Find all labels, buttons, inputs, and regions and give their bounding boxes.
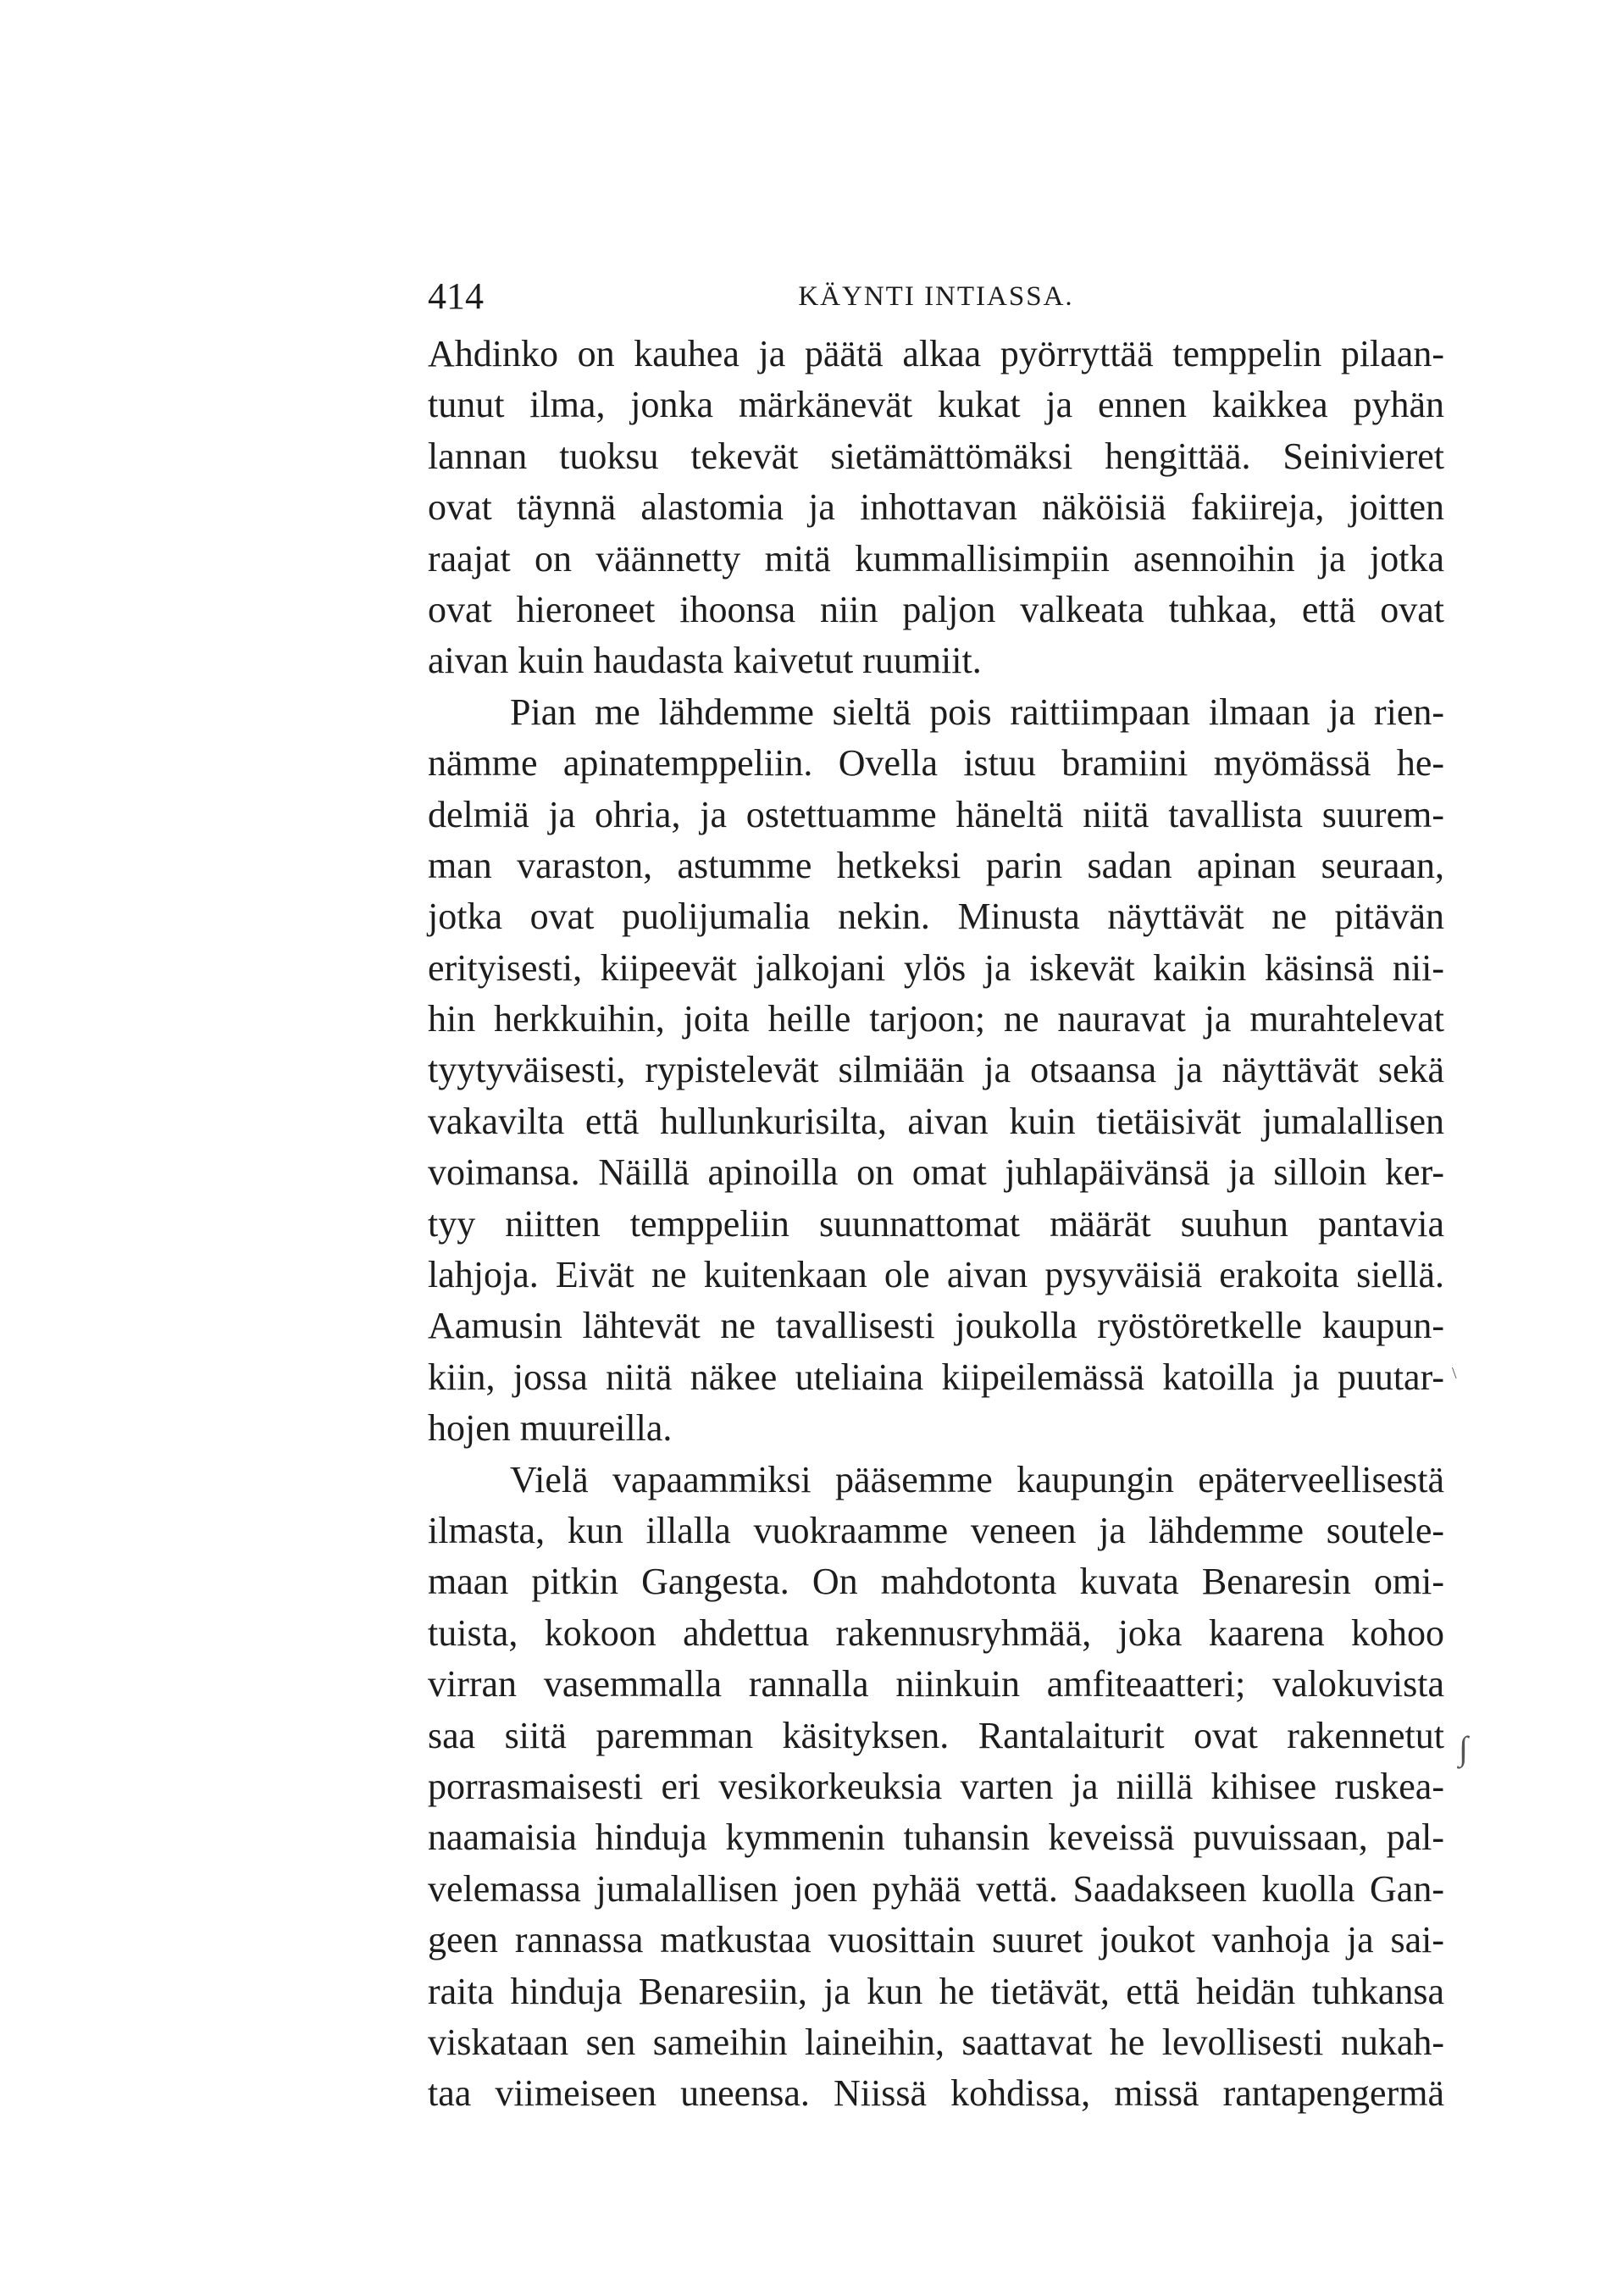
text-line: taa viimeiseen uneensa. Niissä kohdissa, missä rantapengermä: [428, 2072, 1444, 2115]
text-line: tunut ilma, jonka märkänevät kukat ja ennen kaikkea pyhän: [428, 384, 1444, 426]
text-line: vakavilta että hullunkurisilta, aivan kuin tietäisivät jumalallisen: [428, 1100, 1444, 1142]
margin-mark: \: [1452, 1364, 1457, 1383]
text-line: ilmasta, kun illalla vuokraamme veneen ja lähdemme soutele-: [428, 1509, 1444, 1551]
text-line: raita hinduja Benaresiin, ja kun he tietävät, että heidän tuhkansa: [428, 1970, 1444, 2012]
text-line: man varaston, astumme hetkeksi parin sadan apinan seuraan,: [428, 844, 1444, 886]
text-line: lannan tuoksu tekevät sietämättömäksi hengittää. Seinivieret: [428, 435, 1444, 477]
text-line: maan pitkin Gangesta. On mahdotonta kuvata Benaresin omi-: [428, 1561, 1444, 1603]
text-line: Ahdinko on kauhea ja päätä alkaa pyörryttää temppelin pilaan-: [428, 333, 1444, 374]
text-line: delmiä ja ohria, ja ostettuamme häneltä niitä tavallista suurem-: [428, 793, 1444, 835]
text-line: saa siitä paremman käsityksen. Rantalaiturit ovat rakennetut: [428, 1714, 1444, 1756]
text-line: Pian me lähdemme sieltä pois raittiimpaan ilmaan ja rien-: [510, 690, 1444, 733]
text-line: hojen muureilla.: [428, 1407, 673, 1450]
text-line: tyytyväisesti, rypistelevät silmiään ja otsaansa ja näyttävät sekä: [428, 1049, 1444, 1091]
text-line: geen rannassa matkustaa vuosittain suuret joukot vanhoja ja sai-: [428, 1919, 1444, 1961]
text-line: ovat täynnä alastomia ja inhottavan näköisiä fakiireja, joitten: [428, 486, 1444, 529]
text-line: hin herkkuihin, joita heille tarjoon; ne nauravat ja murahtelevat: [428, 998, 1444, 1040]
text-line: naamaisia hinduja kymmenin tuhansin keveissä puvuissaan, pal-: [428, 1816, 1444, 1859]
text-line: porrasmaisesti eri vesikorkeuksia varten ja niillä kihisee ruskea-: [428, 1765, 1444, 1807]
text-line: kiin, jossa niitä näkee uteliaina kiipeilemässä katoilla ja puutar-: [428, 1356, 1444, 1398]
text-line: jotka ovat puolijumalia nekin. Minusta näyttävät ne pitävän: [428, 896, 1444, 938]
margin-mark: ∫: [1459, 1729, 1468, 1767]
running-title: KÄYNTI INTIASSA.: [798, 281, 1074, 312]
text-line: aivan kuin haudasta kaivetut ruumiit.: [428, 640, 982, 682]
text-line: Vielä vapaammiksi pääsemme kaupungin epäterveellisestä: [510, 1458, 1444, 1500]
text-line: virran vasemmalla rannalla niinkuin amfiteaatteri; valokuvista: [428, 1663, 1444, 1705]
text-line: viskataan sen sameihin laineihin, saattavat he levollisesti nukah-: [428, 2021, 1444, 2063]
text-line: lahjoja. Eivät ne kuitenkaan ole aivan pysyväisiä erakoita siellä.: [428, 1254, 1444, 1296]
running-head: [428, 271, 1444, 322]
body-text: [428, 329, 1444, 2120]
text-line: tuista, kokoon ahdettua rakennusryhmää, joka kaarena kohoo: [428, 1611, 1444, 1654]
text-line: velemassa jumalallisen joen pyhää vettä. Saadakseen kuolla Gan-: [428, 1867, 1444, 1910]
page-number: 414: [428, 275, 484, 317]
text-line: erityisesti, kiipeevät jalkojani ylös ja iskevät kaikin käsinsä nii-: [428, 946, 1444, 989]
text-line: ovat hieroneet ihoonsa niin paljon valkeata tuhkaa, että ovat: [428, 588, 1444, 630]
text-line: Aamusin lähtevät ne tavallisesti joukolla ryöstöretkelle kaupun-: [428, 1305, 1444, 1347]
text-line: tyy niitten temppeliin suunnattomat määrät suuhun pantavia: [428, 1202, 1444, 1245]
text-line: nämme apinatemppeliin. Ovella istuu bramiini myömässä he-: [428, 742, 1444, 785]
text-line: voimansa. Näillä apinoilla on omat juhlapäivänsä ja silloin ker-: [428, 1151, 1444, 1194]
text-line: raajat on väännetty mitä kummallisimpiin asennoihin ja jotka: [428, 537, 1444, 580]
